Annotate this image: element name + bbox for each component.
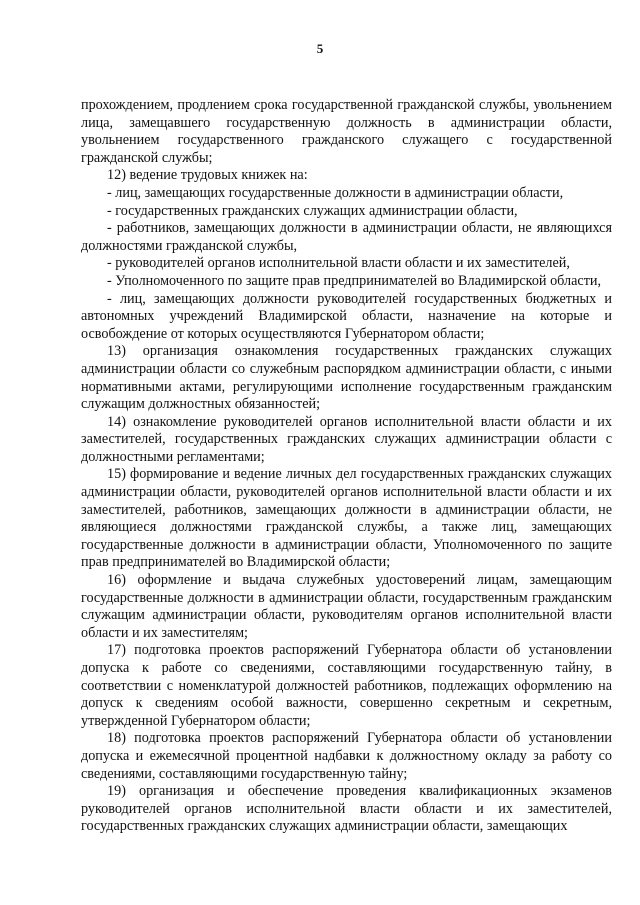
paragraph-item-17: 17) подготовка проектов распоряжений Губернатора области об установлении допуска к работе со сведениями, составляющими государственную тайну, в соответствии с номенклатурой должностей работников, подлежащих оформлению на допуск к сведениям особой важности, совершенно секретным и секретным, утвержденной Губернатором области; (81, 642, 612, 729)
paragraph-item-12: 12) ведение трудовых книжек на: (107, 167, 308, 184)
list-item-12-6: - лиц, замещающих должности руководителей государственных бюджетных и автономных учреждений Владимирской области, назначение на которые и освобождение от которых осуществляются Губернатором области; (81, 290, 612, 342)
paragraph-item-16: 16) оформление и выдача служебных удостоверений лицам, замещающим государственные должности в администрации области, государственным гражданским служащим администрации области, руководителям органов исполнительной власти области и их заместителям; (81, 572, 612, 641)
paragraph-item-15: 15) формирование и ведение личных дел государственных гражданских служащих администрации области, руководителей органов исполнительной власти области и их заместителей, работников, замещающих должности в администрации области, не являющиеся должностями гражданской службы, а также лиц, замещающих государственные должности в администрации области, Уполномоченного по защите прав предпринимателей во Владимирской области; (81, 466, 612, 571)
page-number: 5 (316, 41, 324, 56)
list-item-12-2: - государственных гражданских служащих администрации области, (107, 202, 518, 219)
list-item-12-4: - руководителей органов исполнительной власти области и их заместителей, (107, 255, 570, 272)
list-item-12-3: - работников, замещающих должности в администрации области, не являющихся должностями гражданской службы, (81, 220, 612, 254)
list-item-12-1: - лиц, замещающих государственные должности в администрации области, (107, 184, 564, 201)
paragraph-item-19: 19) организация и обеспечение проведения квалификационных экзаменов руководителей органов исполнительной власти области и их заместителей, государственных гражданских служащих администрации области, замещающих (81, 783, 612, 835)
document-body (81, 97, 612, 836)
paragraph-item-18: 18) подготовка проектов распоряжений Губернатора области об установлении допуска и ежемесячной процентной надбавки к должностному окладу за работу со сведениями, составляющими государственную тайну; (81, 730, 612, 782)
paragraph-continuation: прохождением, продлением срока государственной гражданской службы, увольнением лица, замещавшего государственную должность в администрации области, увольнением государственного гражданского служащего с государственной гражданской службы; (81, 97, 612, 166)
list-item-12-5: - Уполномоченного по защите прав предпринимателей во Владимирской области, (107, 272, 602, 289)
paragraph-item-13: 13) организация ознакомления государственных гражданских служащих администрации области со служебным распорядком администрации области, с иными нормативными актами, регулирующими исполнение государственным гражданским служащим должностных обязанностей; (81, 343, 612, 413)
paragraph-item-14: 14) ознакомление руководителей органов исполнительной власти области и их заместителей, государственных гражданских служащих администрации области с должностными регламентами; (81, 413, 612, 465)
